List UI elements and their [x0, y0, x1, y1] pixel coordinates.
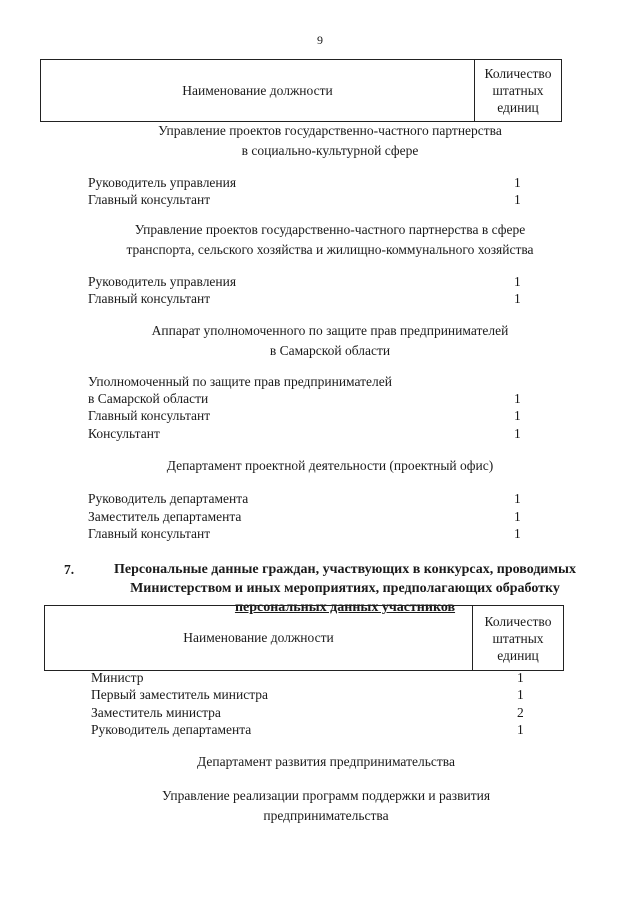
position-label: в Самарской области: [88, 391, 209, 406]
table-row: [91, 669, 531, 687]
table-row: [88, 425, 528, 443]
position-count: 1: [517, 670, 524, 685]
section-heading: [60, 220, 600, 260]
position-count: 1: [514, 509, 521, 524]
position-count: 1: [514, 274, 521, 289]
column-header-position: Наименование должности: [183, 630, 334, 645]
column-header-position: Наименование должности: [182, 82, 333, 98]
table-row: [88, 490, 528, 508]
table-header: [44, 605, 564, 671]
table-row: [88, 373, 528, 391]
position-label: Заместитель министра: [91, 705, 221, 720]
heading-line: Аппарат уполномоченного по защите прав предпринимателей: [151, 323, 509, 338]
section-heading: [60, 121, 600, 161]
position-label: Главный консультант: [88, 526, 211, 541]
heading-line: Департамент проектной деятельности (проектный офис): [166, 458, 494, 473]
table-row: [88, 525, 528, 543]
position-label: Уполномоченный по защите прав предпринимателей: [88, 374, 392, 389]
position-label: Заместитель департамента: [88, 509, 242, 524]
position-count: 2: [517, 705, 524, 720]
heading-line: Управление проектов государственно-частного партнерства: [158, 123, 502, 138]
position-label: Руководитель департамента: [91, 722, 252, 737]
page-number: 9: [317, 33, 323, 47]
qty-line-2: штатных: [492, 83, 544, 98]
table-row: [88, 273, 528, 291]
position-label: Руководитель департамента: [88, 491, 249, 506]
table-row: [88, 390, 528, 408]
position-count: 1: [514, 175, 521, 190]
table-row: [91, 686, 531, 704]
heading-line: в социально-культурной сфере: [241, 143, 419, 158]
position-label: Главный консультант: [88, 291, 211, 306]
column-header-quantity: [472, 606, 563, 670]
table-row: [91, 704, 531, 722]
qty-line-1: Количество: [484, 66, 552, 81]
table-row: [91, 721, 531, 739]
qty-line-3: единиц: [497, 100, 539, 115]
table-row: [88, 174, 528, 192]
qty-line-3: единиц: [497, 647, 539, 663]
table-row: [88, 191, 528, 209]
qty-line-1: Количество: [484, 613, 552, 629]
position-count: 1: [514, 426, 521, 441]
position-count: 1: [517, 687, 524, 702]
section-title-line: персональных данных участников: [234, 600, 456, 615]
heading-line: транспорта, сельского хозяйства и жилищно-коммунального хозяйства: [126, 242, 534, 257]
section-heading: [60, 321, 600, 361]
position-count: 1: [517, 722, 524, 737]
position-label: Главный консультант: [88, 192, 211, 207]
qty-line-2: штатных: [492, 630, 544, 646]
heading-line: предпринимательства: [263, 808, 389, 823]
position-label: Министр: [91, 670, 144, 685]
heading-line: Управление реализации программ поддержки и развития: [161, 788, 491, 803]
position-label: Руководитель управления: [88, 274, 237, 289]
table-row: [88, 407, 528, 425]
position-label: Консультант: [88, 426, 160, 441]
table-row: [88, 508, 528, 526]
section-title-line: Министерством и иных мероприятиях, предполагающих обработку: [130, 581, 560, 596]
table-row: [88, 290, 528, 308]
heading-line: в Самарской области: [269, 343, 391, 358]
section-title-line: Персональные данные граждан, участвующих в конкурсах, проводимых: [114, 562, 576, 577]
column-header-quantity: [474, 60, 561, 121]
position-count: 1: [514, 391, 521, 406]
position-count: 1: [514, 491, 521, 506]
table-header: [40, 59, 562, 122]
position-label: Главный консультант: [88, 408, 211, 423]
section-heading: [56, 752, 596, 772]
section-number: 7.: [64, 562, 75, 577]
section-heading: [56, 786, 596, 826]
position-label: Первый заместитель министра: [91, 687, 269, 702]
section-heading: [60, 456, 600, 476]
position-count: 1: [514, 192, 521, 207]
position-count: 1: [514, 291, 521, 306]
position-label: Руководитель управления: [88, 175, 237, 190]
heading-line: Управление проектов государственно-частного партнерства в сфере: [134, 222, 526, 237]
position-count: 1: [514, 526, 521, 541]
heading-line: Департамент развития предпринимательства: [197, 754, 455, 769]
position-count: 1: [514, 408, 521, 423]
